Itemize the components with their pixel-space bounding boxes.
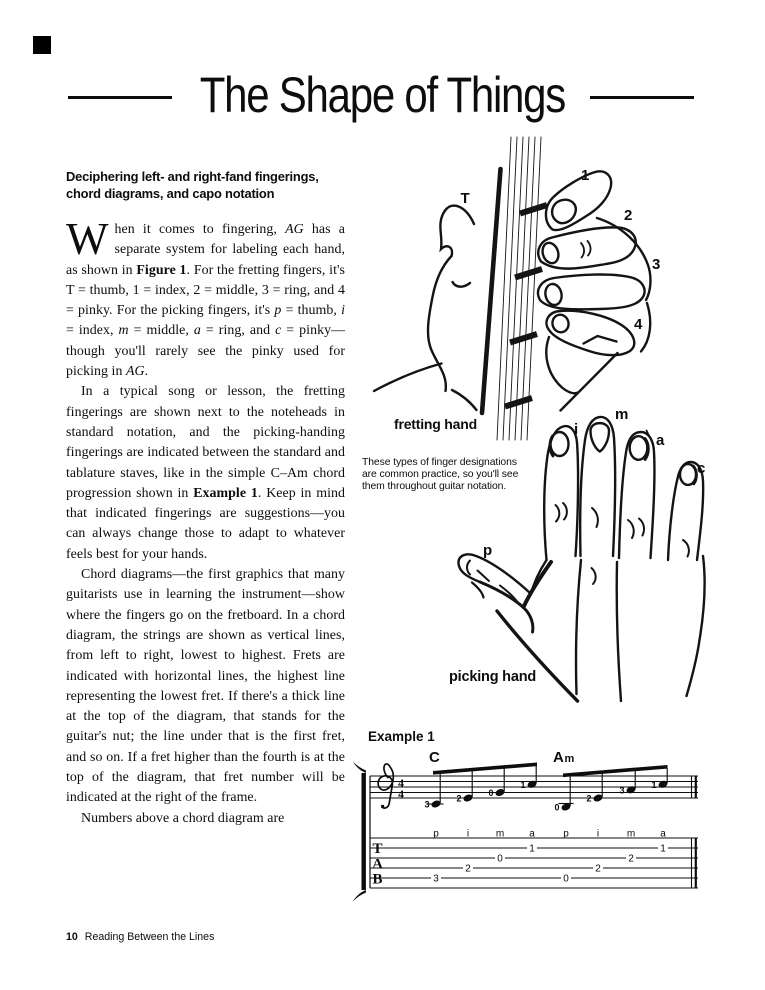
picking-hand-label: picking hand <box>449 669 537 685</box>
svg-text:i: i <box>574 421 579 438</box>
figure-caption: These types of finger designations are common practice, so you'll see them throughout guitar notation. <box>362 457 519 492</box>
guitar-strings <box>497 137 541 440</box>
article-subhead: Deciphering left- and right-fand fingerings, chord diagrams, and capo notation <box>66 169 319 201</box>
fretting-hand-illustration <box>390 133 740 445</box>
paragraph: In a typical song or lesson, the fretting fingerings are shown next to the noteheads in standard notation, and the picking-handing fingerings are indicated between the standard and tablature staves, like in the simple C–Am chord progression shown in Example 1. Keep in mind that indicated fingerings are suggestions—you can always change those to adapt to whatever feels best for your hands. <box>66 384 345 562</box>
svg-text:2: 2 <box>465 863 471 875</box>
paragraph: Numbers above a chord diagram are <box>81 810 285 826</box>
drop-cap: W <box>66 214 109 264</box>
svg-text:2: 2 <box>456 793 462 804</box>
svg-text:2: 2 <box>595 863 601 875</box>
footer-title: Reading Between the Lines <box>84 931 215 943</box>
svg-text:a: a <box>529 828 535 840</box>
svg-text:1: 1 <box>660 843 666 855</box>
article-column <box>66 168 345 829</box>
svg-text:3: 3 <box>652 256 661 273</box>
title-rule-right <box>590 96 694 99</box>
svg-text:p: p <box>483 542 493 559</box>
example-label: Example 1 <box>368 729 435 744</box>
svg-text:1: 1 <box>651 779 657 790</box>
picking-hand-illustration <box>440 400 740 705</box>
title-rule-left <box>68 96 172 99</box>
page-number: 10 <box>66 931 78 943</box>
svg-text:a: a <box>660 828 666 840</box>
svg-text:1: 1 <box>529 843 535 855</box>
fretting-hand-label: fretting hand <box>394 416 477 432</box>
ring-finger <box>619 431 654 559</box>
svg-text:2: 2 <box>624 207 633 224</box>
svg-text:T: T <box>372 841 383 857</box>
fret-markers <box>505 205 547 407</box>
chapter-title-row <box>0 66 765 124</box>
svg-text:c: c <box>697 460 706 477</box>
paragraph: Chord diagrams—the first graphics that many guitarists use in learning the instrument—show where the fingers go on the fretboard. In a chord diagram, the strings are shown as vertical lines, from left to right, lowest to highest. Frets are indicated with horizontal lines, the highest line representing the lowest fret. If there's a thick line at the top of the diagram, that stands for the guitar's nut; the line under that is the first fret, and so on. If a fret higher than the fourth is at the top of the diagram, that fret number will be indicated at the right of the frame. <box>66 567 345 806</box>
svg-text:0: 0 <box>488 788 494 798</box>
svg-text:3: 3 <box>433 873 439 885</box>
svg-text:3: 3 <box>619 785 625 796</box>
paragraph <box>66 214 346 382</box>
svg-text:1: 1 <box>581 167 590 184</box>
svg-text:T: T <box>460 190 470 207</box>
thumb-outline <box>428 206 474 391</box>
svg-text:0: 0 <box>554 802 560 813</box>
index-finger <box>544 426 578 560</box>
svg-text:A: A <box>553 749 564 766</box>
thumb <box>459 554 533 632</box>
svg-text:3: 3 <box>424 799 430 810</box>
svg-text:p: p <box>433 828 439 840</box>
svg-text:m: m <box>615 406 629 423</box>
curled-fingers <box>538 171 645 355</box>
page-title: The Shape of Things <box>199 67 566 123</box>
svg-text:2: 2 <box>628 853 634 865</box>
paragraph-text: hen it comes to fingering, AG has a separate system for labeling each hand, as shown in Figure 1. For the fretting fingers, it's T = thumb, 1 = index, 2 = middle, 3 = ring, and 4 = pinky. For the picking fingers, it's p = thumb, i = index, m = middle, a = ring, and c = pinky—though you'll rarely see the pinky used for picking in AG. <box>66 222 346 380</box>
corner-mark <box>33 36 51 54</box>
svg-text:0: 0 <box>497 853 503 865</box>
svg-text:4: 4 <box>634 316 643 333</box>
svg-text:2: 2 <box>586 793 592 804</box>
page-footer <box>66 931 214 943</box>
svg-text:i: i <box>596 828 600 840</box>
neck-edge <box>482 169 501 413</box>
svg-text:4: 4 <box>398 775 404 790</box>
svg-text:A: A <box>372 856 383 873</box>
svg-text:0: 0 <box>563 873 569 885</box>
svg-text:1: 1 <box>520 779 526 790</box>
svg-text:i: i <box>466 828 470 840</box>
svg-text:C: C <box>429 749 440 766</box>
svg-text:m: m <box>564 753 575 765</box>
svg-text:m: m <box>495 828 505 840</box>
music-notation <box>350 738 715 903</box>
svg-text:m: m <box>626 828 636 840</box>
svg-text:p: p <box>563 828 569 840</box>
svg-text:4: 4 <box>398 787 404 801</box>
svg-text:a: a <box>656 432 665 449</box>
middle-finger <box>580 417 615 556</box>
svg-text:B: B <box>372 871 383 888</box>
